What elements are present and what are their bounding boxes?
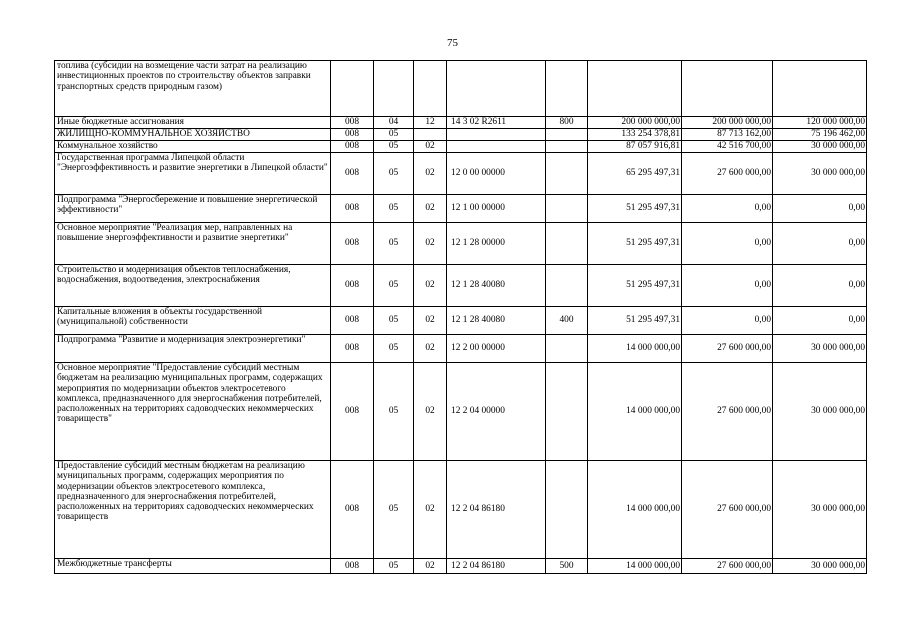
row-year3: 0,00 <box>773 307 867 335</box>
row-pr: 12 <box>414 117 447 129</box>
row-csr: 14 3 02 R2611 <box>447 117 546 129</box>
row-year2 <box>682 61 773 117</box>
row-pr: 02 <box>414 153 447 195</box>
row-year2: 200 000 000,00 <box>682 117 773 129</box>
row-year3 <box>773 61 867 117</box>
row-csr: 12 1 28 40080 <box>447 265 546 307</box>
row-rz: 05 <box>374 265 414 307</box>
row-name: Основное мероприятие "Предоставление субсидий местным бюджетам на реализацию муниципальных программ, содержащих мероприятия по модернизации объектов электросетевого комплекса, предназначенного для энергоснабжения потребителей, расположенных на территориях садоводческих некоммерческих товариществ" <box>55 363 331 461</box>
row-year3: 30 000 000,00 <box>773 363 867 461</box>
row-year1: 14 000 000,00 <box>588 461 682 559</box>
row-name: Капитальные вложения в объекты государственной (муниципальной) собственности <box>55 307 331 335</box>
row-year1: 87 057 916,81 <box>588 141 682 153</box>
table-row <box>55 307 867 335</box>
row-vr <box>546 335 588 363</box>
table-row <box>55 153 867 195</box>
row-year1 <box>588 61 682 117</box>
row-pr <box>414 61 447 117</box>
row-name: ЖИЛИЩНО-КОММУНАЛЬНОЕ ХОЗЯЙСТВО <box>55 129 331 141</box>
row-year1: 51 295 497,31 <box>588 195 682 223</box>
row-ved: 008 <box>331 129 374 141</box>
row-vr <box>546 129 588 141</box>
page-number: 75 <box>447 37 458 49</box>
row-year1: 51 295 497,31 <box>588 223 682 265</box>
row-year1: 51 295 497,31 <box>588 265 682 307</box>
row-name: Подпрограмма "Энергосбережение и повышение энергетической эффективности" <box>55 195 331 223</box>
row-name: Коммунальное хозяйство <box>55 141 331 153</box>
row-year3: 30 000 000,00 <box>773 559 867 574</box>
row-pr: 02 <box>414 265 447 307</box>
row-rz: 04 <box>374 117 414 129</box>
row-year2: 42 516 700,00 <box>682 141 773 153</box>
row-year2: 87 713 162,00 <box>682 129 773 141</box>
row-csr <box>447 129 546 141</box>
row-year1: 14 000 000,00 <box>588 559 682 574</box>
row-year1: 14 000 000,00 <box>588 335 682 363</box>
row-year3: 30 000 000,00 <box>773 461 867 559</box>
table-row <box>55 223 867 265</box>
row-year1: 133 254 378,81 <box>588 129 682 141</box>
row-ved: 008 <box>331 153 374 195</box>
table-row <box>55 335 867 363</box>
row-pr: 02 <box>414 141 447 153</box>
row-year1: 65 295 497,31 <box>588 153 682 195</box>
row-rz: 05 <box>374 461 414 559</box>
row-pr: 02 <box>414 559 447 574</box>
row-rz: 05 <box>374 335 414 363</box>
table-row <box>55 195 867 223</box>
row-rz: 05 <box>374 363 414 461</box>
row-year3: 0,00 <box>773 223 867 265</box>
row-year1: 200 000 000,00 <box>588 117 682 129</box>
row-ved: 008 <box>331 265 374 307</box>
row-year2: 0,00 <box>682 265 773 307</box>
row-name: Иные бюджетные ассигнования <box>55 117 331 129</box>
row-vr <box>546 461 588 559</box>
row-pr: 02 <box>414 307 447 335</box>
row-csr: 12 2 00 00000 <box>447 335 546 363</box>
row-year2: 27 600 000,00 <box>682 461 773 559</box>
row-year1: 51 295 497,31 <box>588 307 682 335</box>
row-year3: 75 196 462,00 <box>773 129 867 141</box>
table-row <box>55 141 867 153</box>
row-pr <box>414 129 447 141</box>
row-year2: 0,00 <box>682 195 773 223</box>
row-vr: 400 <box>546 307 588 335</box>
row-year3: 30 000 000,00 <box>773 335 867 363</box>
table-row <box>55 363 867 461</box>
row-vr <box>546 363 588 461</box>
row-year3: 30 000 000,00 <box>773 141 867 153</box>
row-csr: 12 2 04 86180 <box>447 461 546 559</box>
table-row <box>55 129 867 141</box>
table-row <box>55 117 867 129</box>
row-vr <box>546 223 588 265</box>
row-pr: 02 <box>414 335 447 363</box>
table-row <box>55 61 867 117</box>
row-name: топлива (субсидии на возмещение части затрат на реализацию инвестиционных проектов по строительству объектов заправки транспортных средств природным газом) <box>55 61 331 117</box>
row-name: Основное мероприятие "Реализация мер, направленных на повышение энергоэффективности и развитие энергетики" <box>55 223 331 265</box>
row-vr: 800 <box>546 117 588 129</box>
row-pr: 02 <box>414 223 447 265</box>
row-vr <box>546 141 588 153</box>
row-name: Подпрограмма "Развитие и модернизация электроэнергетики" <box>55 335 331 363</box>
row-csr: 12 2 04 00000 <box>447 363 546 461</box>
row-vr: 500 <box>546 559 588 574</box>
row-ved: 008 <box>331 195 374 223</box>
row-csr: 12 0 00 00000 <box>447 153 546 195</box>
row-year1: 14 000 000,00 <box>588 363 682 461</box>
row-name: Строительство и модернизация объектов теплоснабжения, водоснабжения, водоотведения, электроснабжения <box>55 265 331 307</box>
row-rz: 05 <box>374 129 414 141</box>
row-ved: 008 <box>331 141 374 153</box>
row-ved: 008 <box>331 363 374 461</box>
row-ved: 008 <box>331 461 374 559</box>
row-csr: 12 1 28 40080 <box>447 307 546 335</box>
row-rz: 05 <box>374 141 414 153</box>
row-csr <box>447 141 546 153</box>
row-year2: 27 600 000,00 <box>682 335 773 363</box>
row-year3: 0,00 <box>773 265 867 307</box>
row-rz: 05 <box>374 195 414 223</box>
row-pr: 02 <box>414 363 447 461</box>
row-vr <box>546 153 588 195</box>
row-year3: 120 000 000,00 <box>773 117 867 129</box>
row-ved: 008 <box>331 335 374 363</box>
row-name: Предоставление субсидий местным бюджетам на реализацию муниципальных программ, содержащих мероприятия по модернизации объектов электросетевого комплекса, предназначенного для энергоснабжения потребителей, расположенных на территориях садоводческих некоммерческих товариществ <box>55 461 331 559</box>
row-csr: 12 1 28 00000 <box>447 223 546 265</box>
row-ved: 008 <box>331 307 374 335</box>
row-vr <box>546 195 588 223</box>
row-ved: 008 <box>331 223 374 265</box>
row-year2: 27 600 000,00 <box>682 559 773 574</box>
row-rz: 05 <box>374 559 414 574</box>
row-year2: 0,00 <box>682 223 773 265</box>
row-pr: 02 <box>414 461 447 559</box>
row-csr: 12 1 00 00000 <box>447 195 546 223</box>
row-pr: 02 <box>414 195 447 223</box>
row-ved: 008 <box>331 559 374 574</box>
table-row <box>55 559 867 574</box>
row-year3: 30 000 000,00 <box>773 153 867 195</box>
row-year3: 0,00 <box>773 195 867 223</box>
row-vr <box>546 61 588 117</box>
row-year2: 27 600 000,00 <box>682 363 773 461</box>
table-row <box>55 461 867 559</box>
row-ved: 008 <box>331 117 374 129</box>
table-row <box>55 265 867 307</box>
row-rz <box>374 61 414 117</box>
row-year2: 27 600 000,00 <box>682 153 773 195</box>
row-vr <box>546 265 588 307</box>
row-csr: 12 2 04 86180 <box>447 559 546 574</box>
row-rz: 05 <box>374 223 414 265</box>
row-rz: 05 <box>374 153 414 195</box>
row-name: Межбюджетные трансферты <box>55 559 331 574</box>
row-ved <box>331 61 374 117</box>
row-year2: 0,00 <box>682 307 773 335</box>
row-name: Государственная программа Липецкой области "Энергоэффективность и развитие энергетики в Липецкой области" <box>55 153 331 195</box>
row-csr <box>447 61 546 117</box>
row-rz: 05 <box>374 307 414 335</box>
budget-table <box>54 60 867 574</box>
